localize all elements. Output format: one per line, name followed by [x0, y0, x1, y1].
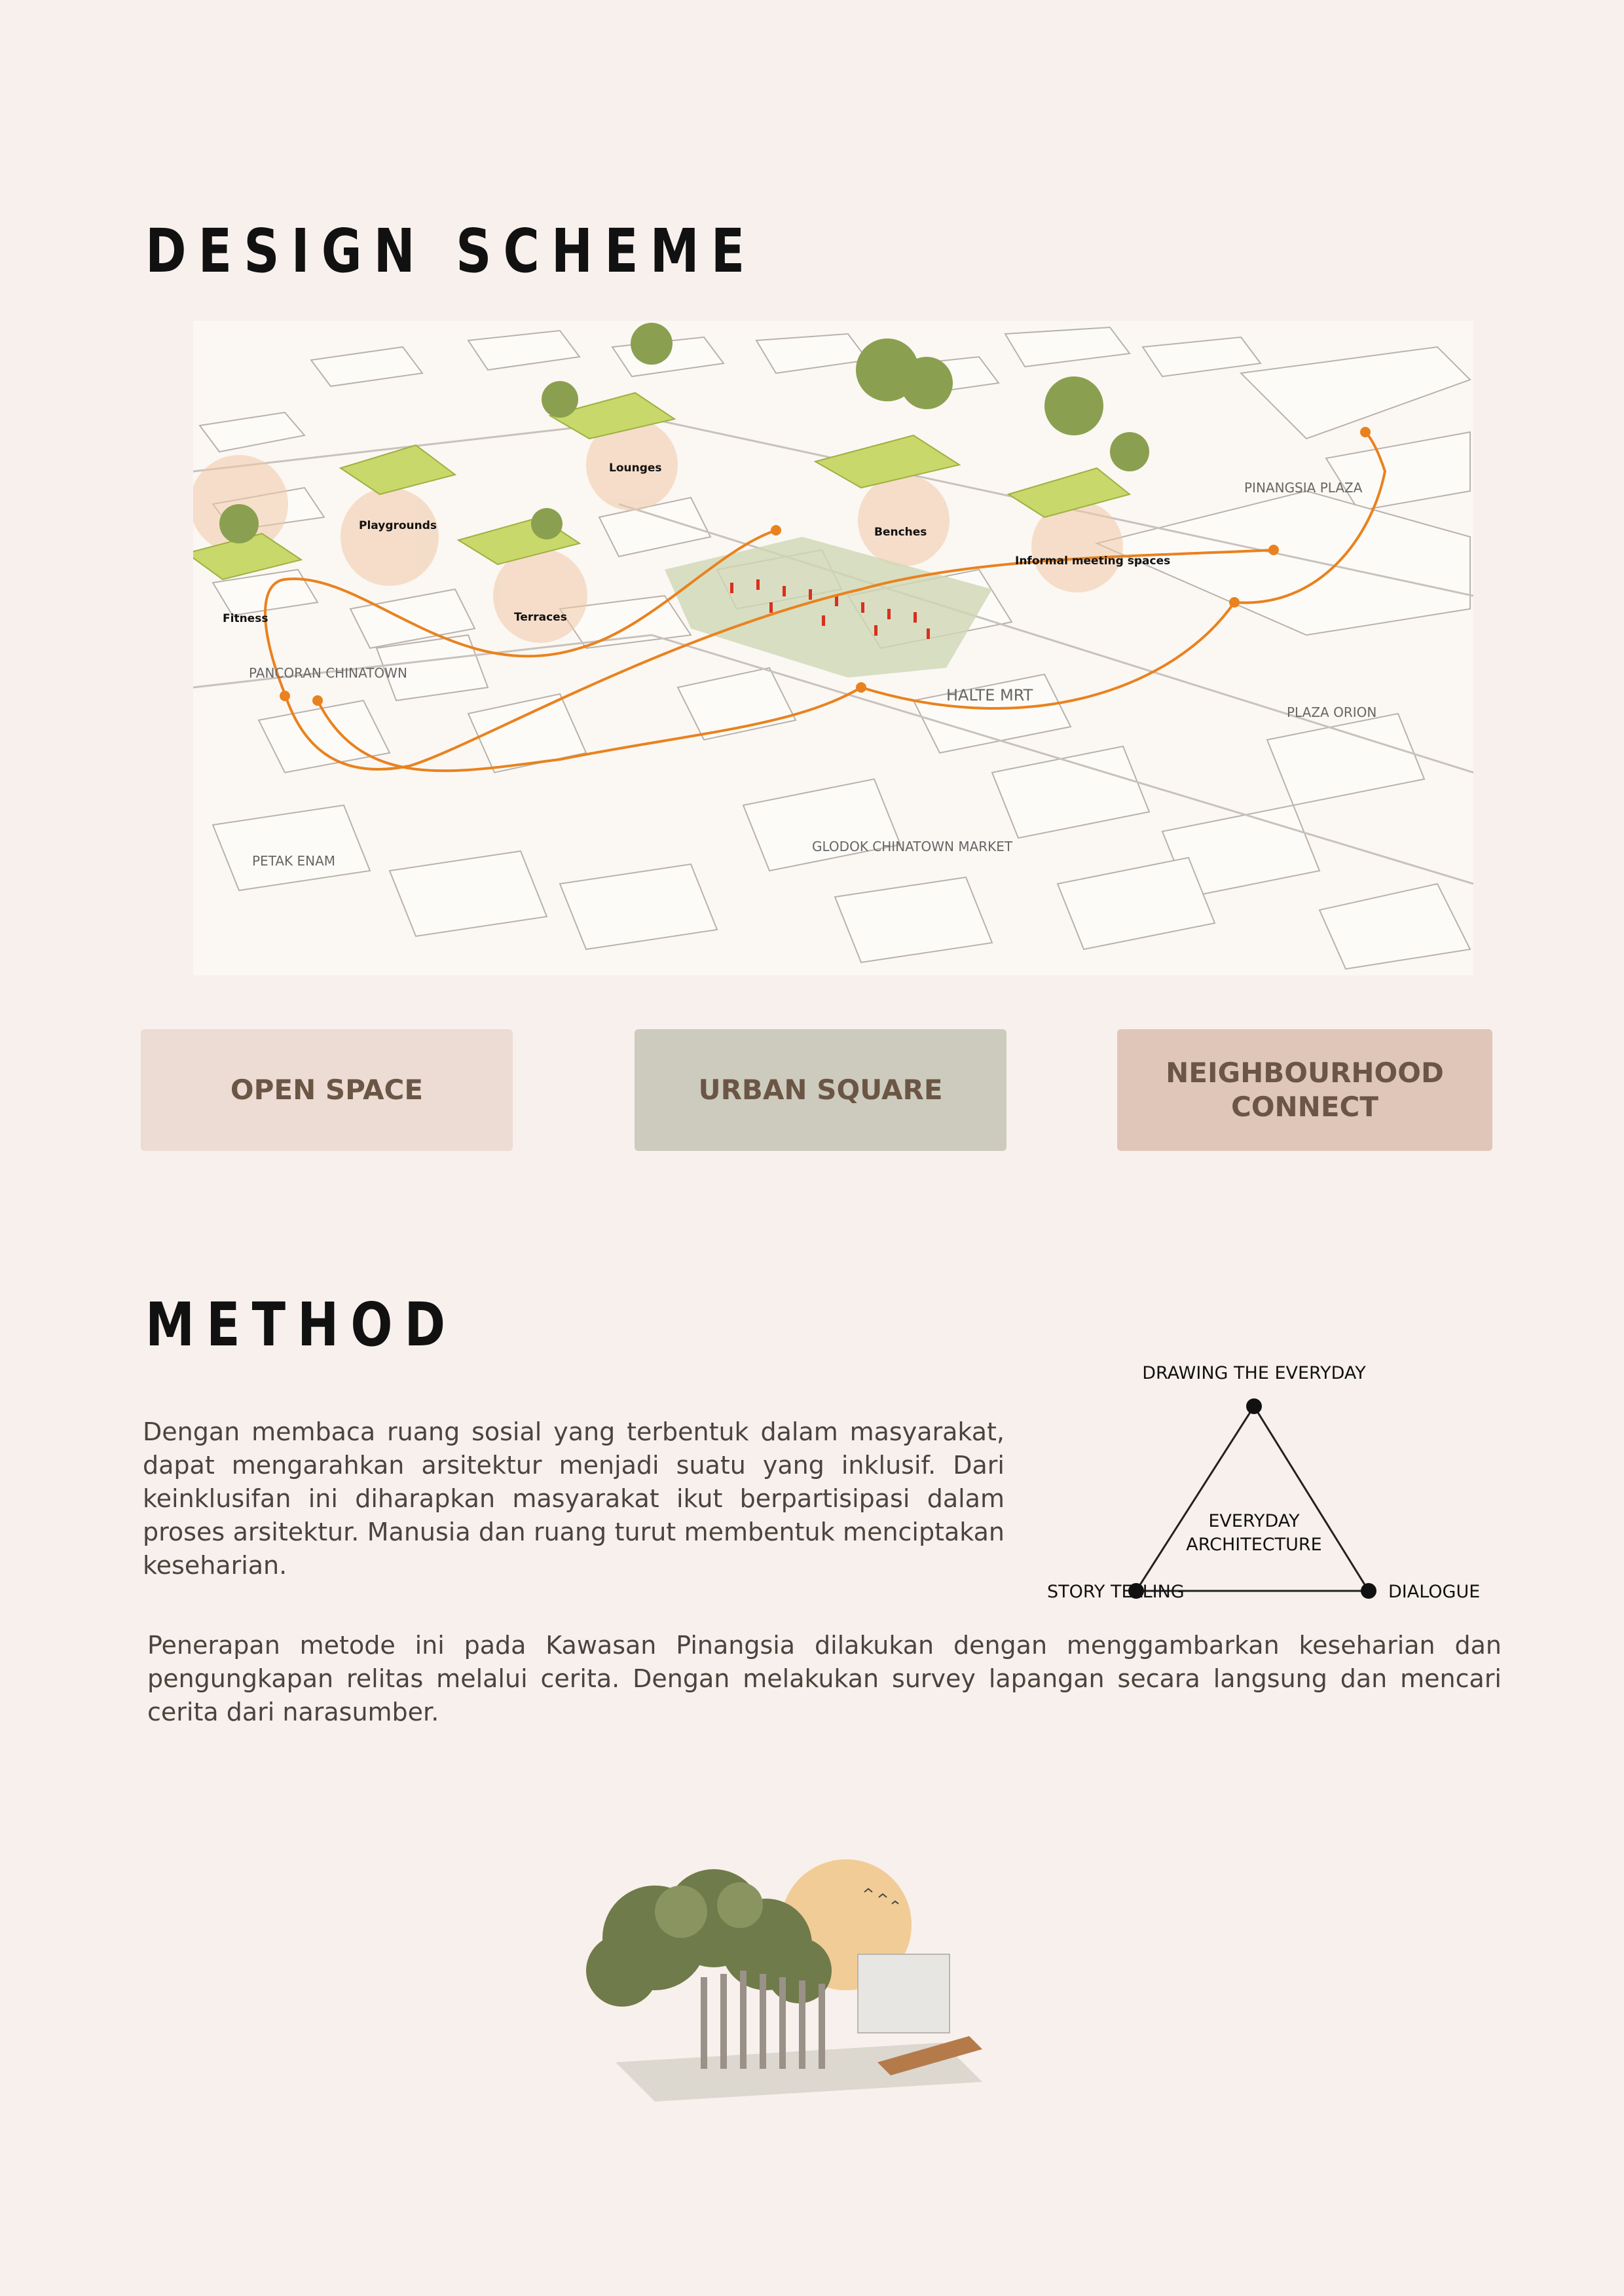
label-story-telling: STORY TELLING — [1047, 1582, 1185, 1602]
label-halte-mrt: HALTE MRT — [946, 686, 1033, 704]
label-terraces: Terraces — [514, 611, 567, 624]
label-lounges: Lounges — [609, 462, 662, 475]
open-space-label: OPEN SPACE — [230, 1074, 424, 1106]
open-space-card — [141, 1029, 513, 1151]
node-top — [1246, 1398, 1262, 1414]
label-playgrounds: Playgrounds — [359, 519, 437, 532]
site-map-illustration — [193, 321, 1473, 975]
building-shape — [858, 1954, 950, 2033]
design-scheme-heading: DESIGN SCHEME — [145, 216, 757, 286]
label-informal-meeting: Informal meeting spaces — [1015, 555, 1171, 568]
label-dialogue: DIALOGUE — [1388, 1582, 1481, 1602]
label-architecture: ARCHITECTURE — [1186, 1535, 1322, 1555]
label-glodok-market: GLODOK CHINATOWN MARKET — [812, 839, 1013, 854]
neighbourhood-label-line2: CONNECT — [1231, 1091, 1378, 1123]
urban-square-label: URBAN SQUARE — [698, 1074, 943, 1106]
label-drawing-the-everyday: DRAWING THE EVERYDAY — [1142, 1363, 1366, 1383]
label-benches: Benches — [874, 526, 927, 539]
method-heading: METHOD — [145, 1290, 458, 1360]
method-triangle-diagram — [969, 1355, 1493, 1611]
urban-square-card — [635, 1029, 1006, 1151]
label-petak-enam: PETAK ENAM — [252, 853, 336, 869]
neighbourhood-label-line1: NEIGHBOURHOOD — [1166, 1057, 1444, 1089]
label-pinangsia-plaza: PINANGSIA PLAZA — [1244, 480, 1363, 496]
label-plaza-orion: PLAZA ORION — [1287, 704, 1377, 720]
method-paragraph-1: Dengan membaca ruang sosial yang terbentuk dalam masyarakat, dapat mengarahkan arsitektur menjadi suatu yang inklusif. Dari keinklusifan ini diharapkan masyarakat ikut berpartisipasi dalam proses arsitektur. Manusia dan ruang turut membentuk menciptakan keseharian. — [143, 1417, 1005, 1580]
label-fitness: Fitness — [223, 612, 268, 625]
neighbourhood-connect-card — [1117, 1029, 1492, 1151]
label-pancoran-chinatown: PANCORAN CHINATOWN — [249, 665, 407, 681]
landscape-collage-illustration — [576, 1846, 989, 2108]
node-right — [1361, 1583, 1376, 1599]
label-everyday: EVERYDAY — [1208, 1511, 1300, 1531]
method-paragraph-2: Penerapan metode ini pada Kawasan Pinangsia dilakukan dengan menggambarkan keseharian dan pengungkapan relitas melalui cerita. Dengan melakukan survey lapangan secara langsung dan mencari cerita dari narasumber. — [147, 1631, 1502, 1726]
